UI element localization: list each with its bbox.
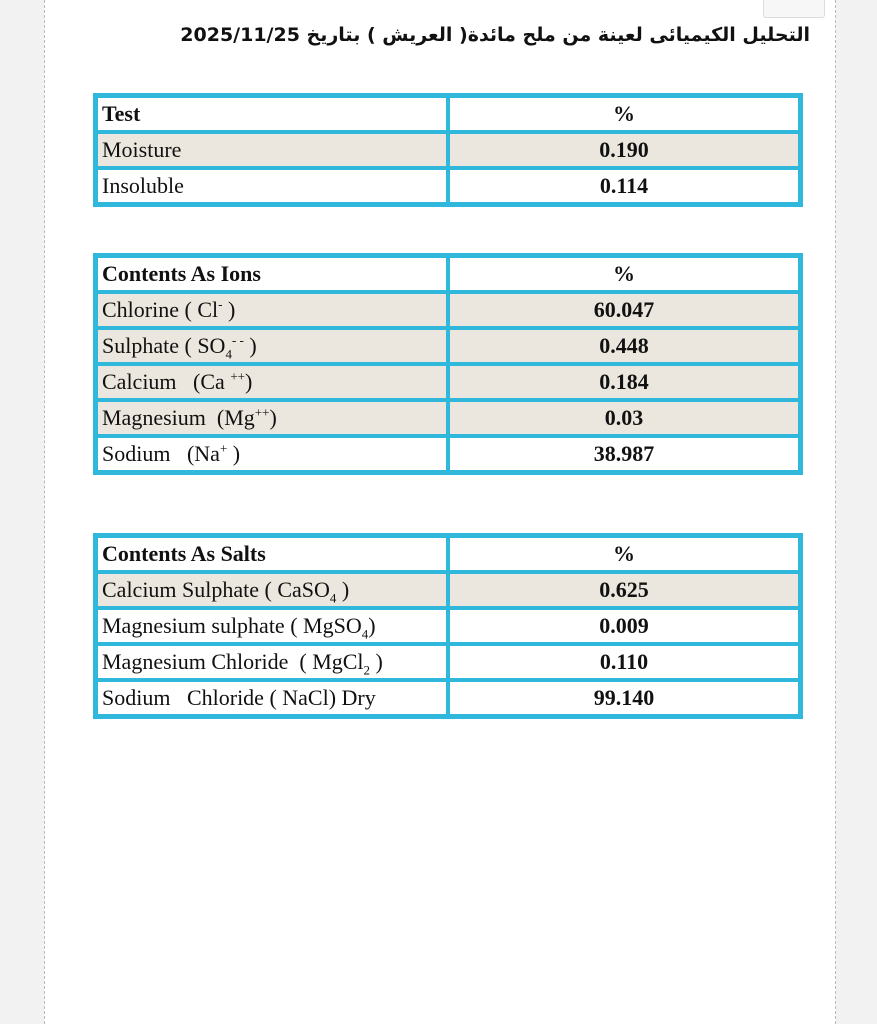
row-name-after: ) [336, 577, 350, 602]
row-name-cell [96, 572, 448, 608]
row-value-cell: 0.114 [448, 168, 800, 204]
row-name-sup: ++ [230, 368, 245, 384]
row-name-cell [96, 608, 448, 644]
row-name-after: ) [227, 441, 241, 466]
row-name-sup: + [219, 440, 228, 456]
row-value-cell: 0.009 [448, 608, 800, 644]
header-value-cell: % [448, 256, 800, 292]
table-row [96, 292, 800, 328]
row-name-text: Magnesium sulphate ( MgSO [102, 613, 362, 638]
row-name-text: Sulphate ( SO [102, 333, 226, 358]
table-row [96, 328, 800, 364]
row-name-cell [96, 644, 448, 680]
row-name-sub: 4 [329, 590, 337, 606]
table-header-row [96, 96, 800, 132]
table-row [96, 168, 800, 204]
table-row [96, 364, 800, 400]
table-row [96, 644, 800, 680]
row-value-cell: 0.110 [448, 644, 800, 680]
table-row [96, 608, 800, 644]
row-value-cell: 0.190 [448, 132, 800, 168]
row-name-text: Magnesium Chloride ( MgCl [102, 649, 364, 674]
row-value-cell: 0.448 [448, 328, 800, 364]
row-name-sub: 2 [363, 662, 371, 678]
row-value-cell: 0.625 [448, 572, 800, 608]
row-name-cell: Moisture [96, 132, 448, 168]
row-name-after: ) [368, 613, 376, 638]
row-name-after: ) [269, 405, 277, 430]
row-name-sup: ++ [254, 404, 270, 420]
row-name-text: Calcium Sulphate ( CaSO [102, 577, 330, 602]
row-name-text: Chlorine ( Cl [102, 297, 219, 322]
table-row [96, 132, 800, 168]
row-value-cell: 60.047 [448, 292, 800, 328]
page-title: التحليل الكيميائى لعينة من ملح مائدة( العريش ) بتاريخ 2025/11/25 [180, 24, 810, 46]
row-name-cell [96, 292, 448, 328]
row-name-after: ) [370, 649, 383, 674]
row-name-cell [96, 436, 448, 472]
row-name-sub: 4 [361, 626, 369, 642]
header-value-cell: % [448, 536, 800, 572]
header-name-cell: Contents As Salts [96, 536, 448, 572]
row-value-cell: 0.184 [448, 364, 800, 400]
row-name-after: ) [244, 369, 253, 394]
test-table [93, 93, 803, 207]
row-name-after: ) [243, 333, 257, 358]
table-row [96, 572, 800, 608]
row-value-cell: 99.140 [448, 680, 800, 716]
salts-table [93, 533, 803, 719]
table-row [96, 680, 800, 716]
table-row [96, 400, 800, 436]
row-name-sub: 4 [225, 346, 232, 362]
header-name-cell: Test [96, 96, 448, 132]
row-name-sup: - - [231, 332, 244, 348]
row-name-text: Calcium (Ca [102, 369, 231, 394]
table-header-row [96, 256, 800, 292]
table-row [96, 436, 800, 472]
row-name-sup: - [218, 296, 223, 312]
row-name-cell: Sodium Chloride ( NaCl) Dry [96, 680, 448, 716]
row-value-cell: 0.03 [448, 400, 800, 436]
header-name-cell: Contents As Ions [96, 256, 448, 292]
header-value-cell: % [448, 96, 800, 132]
row-name-text: Magnesium (Mg [102, 405, 255, 430]
row-value-cell: 38.987 [448, 436, 800, 472]
row-name-text: Sodium (Na [102, 441, 220, 466]
row-name-cell [96, 364, 448, 400]
row-name-cell [96, 400, 448, 436]
ions-table [93, 253, 803, 475]
row-name-after: ) [222, 297, 236, 322]
page-corner-tab [763, 0, 825, 18]
row-name-cell: Insoluble [96, 168, 448, 204]
row-name-cell [96, 328, 448, 364]
table-header-row [96, 536, 800, 572]
